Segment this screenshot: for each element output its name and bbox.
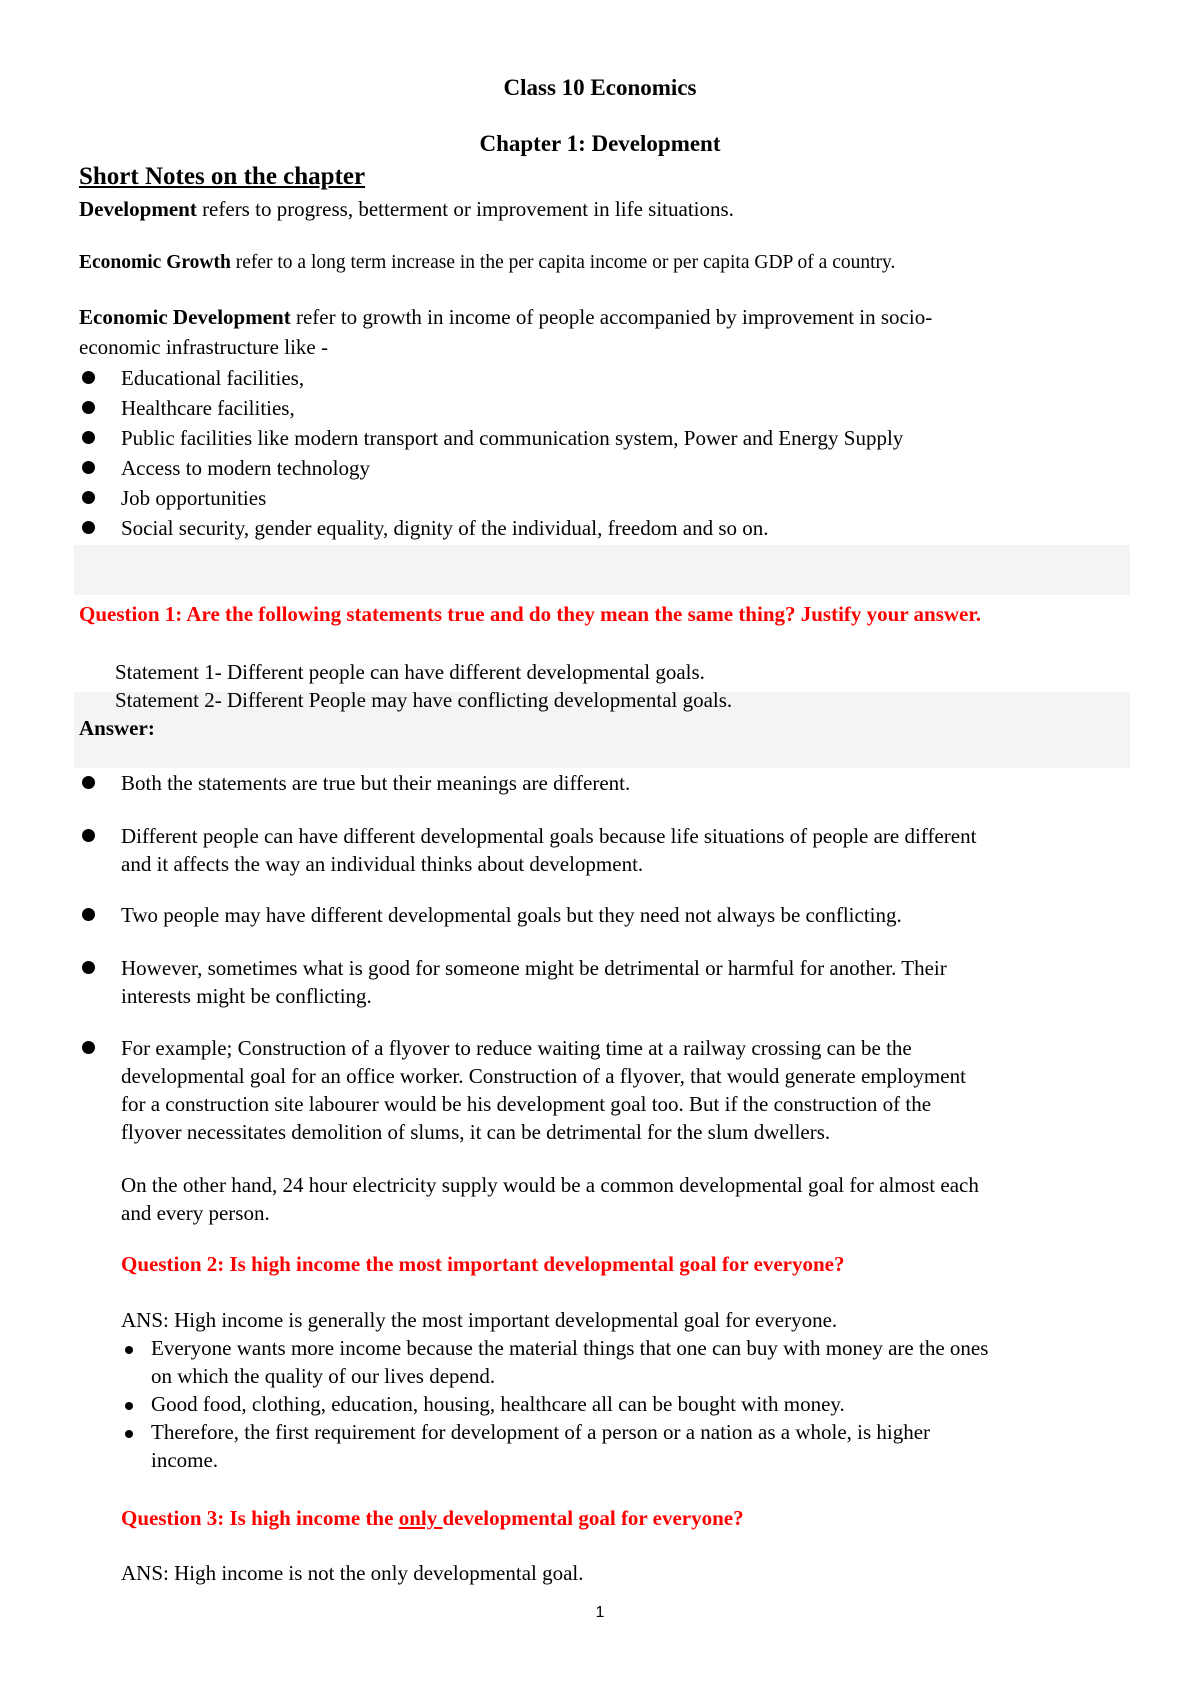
list-item-cont: developmental goal for an office worker. Construction of a flyover, that would generate employment (121, 1064, 966, 1088)
growth-definition (79, 249, 895, 277)
list-item: However, sometimes what is good for someone might be detrimental or harmful for another. Their (121, 956, 947, 980)
statement-2: Statement 2- Different People may have conflicting developmental goals. (115, 688, 733, 712)
chapter-title: Chapter 1: Development (479, 131, 721, 156)
bullet-icon (82, 431, 95, 444)
list-item: Public facilities like modern transport and communication system, Power and Energy Supply (121, 426, 904, 450)
bullet-icon (82, 1041, 95, 1054)
other-hand-line2: and every person. (121, 1201, 270, 1225)
list-item: Different people can have different developmental goals because life situations of people are different (121, 824, 977, 848)
growth-def: refer to a long term increase in the per capita income or per capita GDP of a country. (230, 252, 896, 273)
answer-label: Answer: (79, 716, 155, 740)
list-item-cont: on which the quality of our lives depend. (151, 1364, 496, 1388)
list-item: Healthcare facilities, (121, 396, 295, 420)
development-term: Development (79, 197, 197, 221)
list-item: Both the statements are true but their meanings are different. (121, 771, 631, 795)
question-2: Question 2: Is high income the most important developmental goal for everyone? (121, 1252, 845, 1276)
other-hand-line1: On the other hand, 24 hour electricity supply would be a common developmental goal for almost each (121, 1173, 979, 1197)
bullet-icon (82, 521, 95, 534)
list-item: Two people may have different developmental goals but they need not always be conflicting. (121, 903, 902, 927)
bullet-icon (125, 1402, 133, 1410)
q3-post: developmental goal for everyone? (442, 1506, 744, 1530)
bullet-icon (82, 829, 95, 842)
q2-answer: ANS: High income is generally the most important developmental goal for everyone. (121, 1308, 838, 1332)
list-item: Therefore, the first requirement for development of a person or a nation as a whole, is higher (151, 1420, 931, 1444)
question-3 (121, 1506, 744, 1531)
page-number: 1 (595, 1604, 605, 1621)
list-item: Good food, clothing, education, housing, healthcare all can be bought with money. (151, 1392, 845, 1416)
bullet-icon (125, 1346, 133, 1354)
doc-title: Class 10 Economics (503, 75, 697, 100)
econdev-def-line2: economic infrastructure like - (79, 335, 328, 359)
list-item: Everyone wants more income because the material things that one can buy with money are the ones (151, 1336, 989, 1360)
list-item-cont: interests might be conflicting. (121, 984, 372, 1008)
list-item-cont: and it affects the way an individual thinks about development. (121, 852, 644, 876)
question-1: Question 1: Are the following statements true and do they mean the same thing? Justify your answer. (79, 602, 982, 626)
development-def: refers to progress, betterment or improvement in life situations. (196, 197, 734, 221)
growth-term: Economic Growth (79, 252, 231, 273)
statement-1: Statement 1- Different people can have different developmental goals. (115, 660, 705, 684)
econdev-definition (79, 303, 932, 331)
short-notes-heading: Short Notes on the chapter (79, 163, 366, 190)
list-item: Social security, gender equality, dignity of the individual, freedom and so on. (121, 516, 769, 540)
q3-pre: Question 3: Is high income the (121, 1506, 399, 1530)
list-item-cont: for a construction site labourer would be his development goal too. But if the construction of the (121, 1092, 932, 1116)
econdev-def-line1: refer to growth in income of people accompanied by improvement in socio- (290, 305, 933, 329)
bullet-icon (82, 491, 95, 504)
list-item: Job opportunities (121, 486, 267, 510)
bullet-icon (82, 776, 95, 789)
q3-answer: ANS: High income is not the only developmental goal. (121, 1561, 584, 1585)
bullet-icon (82, 401, 95, 414)
bullet-icon (82, 908, 95, 921)
list-item-cont: income. (151, 1448, 219, 1472)
bullet-icon (125, 1430, 133, 1438)
list-item: For example; Construction of a flyover to reduce waiting time at a railway crossing can be the (121, 1036, 912, 1060)
econdev-term: Economic Development (79, 305, 291, 329)
list-item: Access to modern technology (121, 456, 371, 480)
bullet-icon (82, 461, 95, 474)
q3-only: only (398, 1506, 443, 1530)
bullet-icon (82, 371, 95, 384)
development-definition (79, 195, 734, 223)
bullet-icon (82, 961, 95, 974)
shaded-band-1 (74, 545, 1130, 595)
list-item-cont: flyover necessitates demolition of slums, it can be detrimental for the slum dwellers. (121, 1120, 831, 1144)
list-item: Educational facilities, (121, 366, 305, 390)
